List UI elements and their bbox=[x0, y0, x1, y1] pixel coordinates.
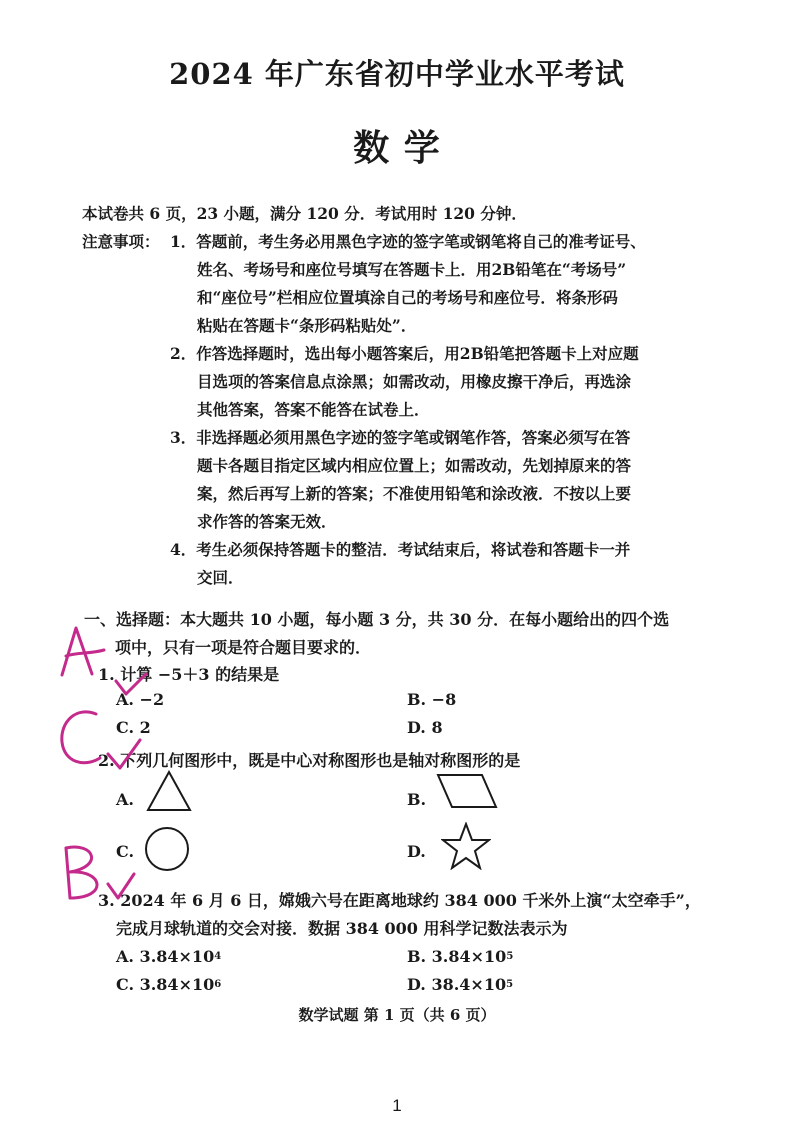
note-line: 目选项的答案信息点涂黑；如需改动，用橡皮擦干净后，再选涂 bbox=[197, 372, 632, 391]
notes-label: 注意事项： bbox=[82, 232, 160, 251]
note-line: 粘贴在答题卡“条形码粘贴处”． bbox=[197, 316, 417, 335]
q1-option-a: A. −2 bbox=[116, 690, 165, 709]
page-footer: 数学试题 第 1 页（共 6 页） bbox=[298, 1006, 496, 1024]
q3-option-b: B. $3.84\times 10^5$ bbox=[407, 947, 514, 966]
q2-option-a: A. bbox=[116, 790, 134, 809]
q3-option-a: A. $3.84\times 10^4$ bbox=[116, 947, 222, 966]
check-mark-icon bbox=[116, 674, 146, 694]
q2-stem: 2. 下列几何图形中，既是中心对称图形也是轴对称图形的是 bbox=[98, 751, 521, 770]
note-line: 交回． bbox=[197, 568, 244, 587]
note-line: 姓名、考场号和座位号填写在答题卡上．用2B铅笔在“考场号” bbox=[197, 260, 627, 279]
handwritten-letter-c bbox=[62, 712, 100, 763]
check-mark-icon bbox=[108, 740, 140, 768]
note-line: 和“座位号”栏相应位置填涂自己的考场号和座位号．将条形码 bbox=[197, 288, 618, 307]
note-line: 题卡各题目指定区域内相应位置上；如需改动，先划掉原来的答 bbox=[197, 456, 632, 475]
q1-option-d: D. 8 bbox=[407, 718, 443, 737]
q1-option-b: B. −8 bbox=[407, 690, 457, 709]
note-line: 求作答的答案无效． bbox=[197, 512, 337, 531]
q3-option-d: D. $38.4\times 10^5$ bbox=[407, 975, 514, 994]
q2-option-b: B. bbox=[407, 790, 427, 809]
page-number: 1 bbox=[392, 1096, 402, 1115]
q1-option-c: C. 2 bbox=[116, 718, 151, 737]
q3-stem-cont: 完成月球轨道的交会对接．数据 384 000 用科学记数法表示为 bbox=[116, 919, 568, 938]
note-line: 1．答题前，考生务必用黑色字迹的签字笔或钢笔将自己的准考证号、 bbox=[170, 232, 646, 251]
q2-option-c: C. bbox=[116, 842, 135, 861]
q3-stem: 3. 2024 年 6 月 6 日，嫦娥六号在距离地球约 384 000 千米外上演“太空牵手”， bbox=[98, 891, 701, 910]
exam-title: 2024 年广东省初中学业水平考试 bbox=[169, 57, 625, 91]
handwritten-letter-a bbox=[62, 628, 104, 675]
note-line: 2．作答选择题时，选出每小题答案后，用2B铅笔把答题卡上对应题 bbox=[170, 344, 639, 363]
subject-title: 数 学 bbox=[353, 127, 441, 169]
check-mark-icon bbox=[108, 874, 134, 898]
q3-option-c: C. $3.84\times 10^6$ bbox=[116, 975, 222, 994]
section-heading: 一、选择题：本大题共 10 小题，每小题 3 分，共 30 分．在每小题给出的四个选 bbox=[84, 610, 670, 629]
note-line: 案，然后再写上新的答案；不准使用铅笔和涂改液．不按以上要 bbox=[197, 484, 632, 503]
q2-option-d: D. bbox=[407, 842, 426, 861]
q1-stem: 1. 计算 −5＋3 的结果是 bbox=[98, 665, 280, 684]
section-heading-cont: 项中，只有一项是符合题目要求的． bbox=[115, 638, 372, 657]
note-line: 4．考生必须保持答题卡的整洁．考试结束后，将试卷和答题卡一并 bbox=[170, 540, 631, 559]
exam-intro: 本试卷共 6 页，23 小题，满分 120 分．考试用时 120 分钟． bbox=[82, 204, 527, 223]
note-line: 3．非选择题必须用黑色字迹的签字笔或钢笔作答，答案必须写在答 bbox=[170, 428, 631, 447]
note-line: 其他答案，答案不能答在试卷上． bbox=[197, 400, 430, 419]
handwritten-letter-b bbox=[66, 847, 97, 898]
